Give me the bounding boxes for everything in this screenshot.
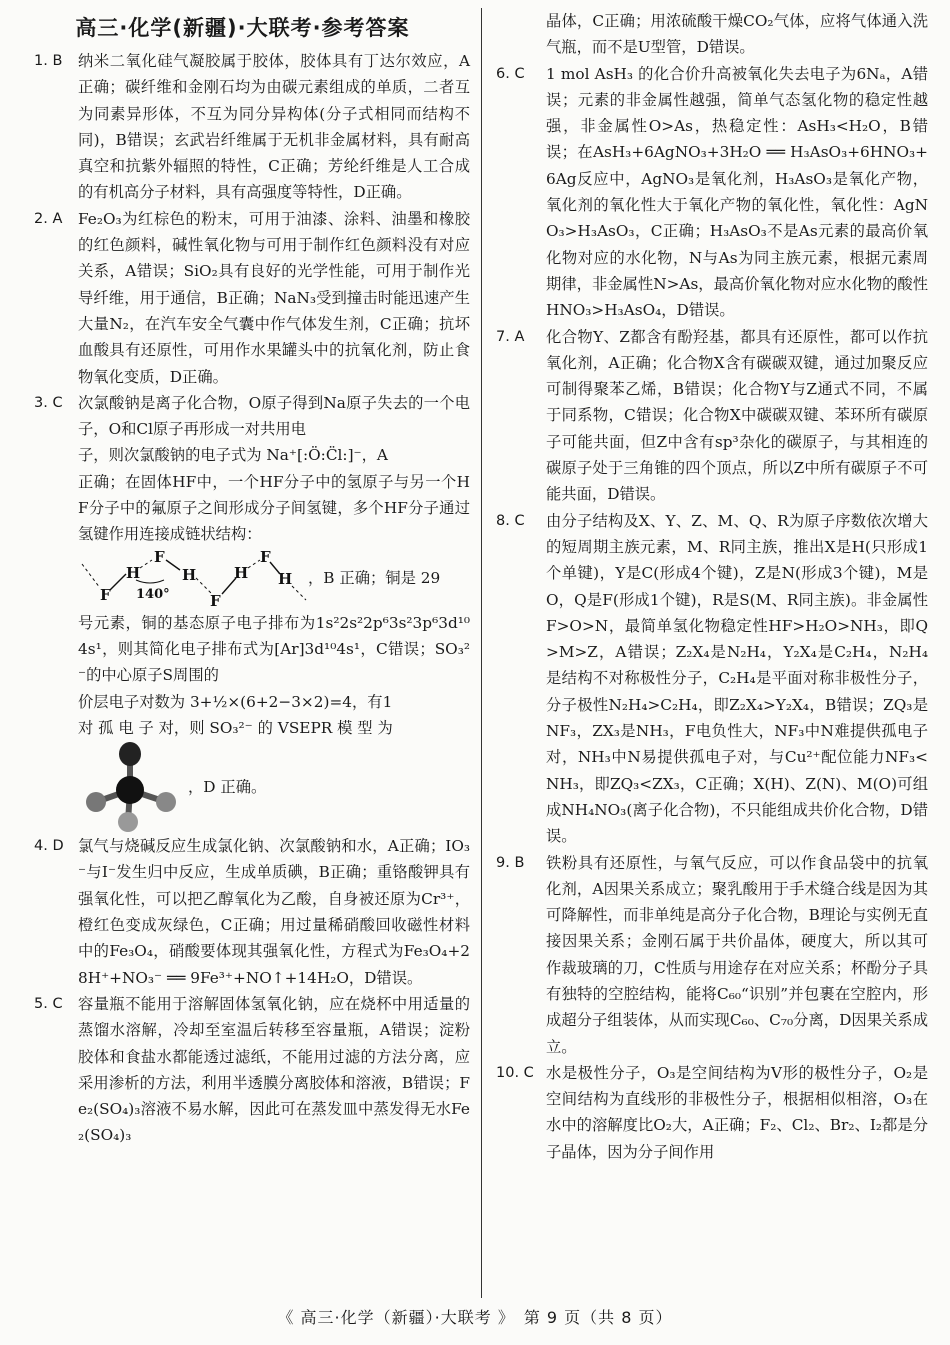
vsepr-model-line: [34, 741, 470, 833]
answer-label: 3. C: [34, 394, 63, 411]
answer-text: 化合物Y、Z都含有酚羟基，都具有还原性，都可以作抗氧化剂，A正确；化合物X含有碳碳双键，通过加聚反应可制得聚苯乙烯，B错误；化合物Y与Z通式不同，不属于同系物，C错误；化合物X中碳碳双键、苯环所有碳原子可能共面，但Z中含有sp³杂化的碳原子，与其相连的碳原子处于三角锥的四个顶点，所以Z中所有碳原子不可能共面，D错误。: [546, 327, 928, 504]
answer-label: 2. A: [34, 210, 63, 227]
answer-7: [496, 324, 928, 508]
answer-4: [34, 833, 470, 991]
answer-label: 6. C: [496, 65, 525, 82]
svg-text:H: H: [278, 569, 293, 588]
answer-label: 4. D: [34, 838, 64, 855]
answer-label: 1. B: [34, 53, 63, 69]
answer-text: 正确；在固体HF中，一个HF分子中的氢原子与另一个HF分子中的氟原子之间形成分子间氢键，多个HF分子通过氢键作用连接成链状结构：: [78, 472, 470, 544]
left-column: [34, 48, 470, 1149]
answer-text: 水是极性分子，O₃是空间结构为V形的极性分子，O₂是空间结构为直线形的非极性分子，根据相似相溶，O₃在水中的溶解度比O₂大，A正确；F₂、Cl₂、Br₂、I₂都是分子晶体，因为分子间作用: [546, 1063, 928, 1161]
answer-label: 10. C: [496, 1064, 534, 1081]
svg-text:H: H: [126, 563, 141, 582]
answer-label: 5. C: [34, 995, 63, 1012]
answer-2: [34, 206, 470, 390]
column-divider: [481, 8, 482, 1298]
svg-text:F: F: [260, 549, 271, 566]
answer-8: [496, 508, 928, 850]
answer-text: 价层电子对数为 3+½×(6+2−3×2)=4，有1: [78, 692, 393, 711]
answer-text: ，D 正确。: [188, 777, 267, 796]
answer-label: 7. A: [496, 328, 525, 345]
answer-6: [496, 61, 928, 324]
answer-label: 8. C: [496, 512, 525, 529]
bond-angle-label: 140°: [136, 586, 170, 602]
answer-text: Fe₂O₃为红棕色的粉末，可用于油漆、涂料、油墨和橡胶的红色颜料，碱性氧化物与可用于制作红色颜料没有对应关系，A错误；SiO₂具有良好的光学性能，可用于制作光导纤维，用于通信，B正确；NaN₃受到撞击时能迅速产生大量N₂，在汽车安全气囊中作气体发生剂，C正确；抗坏血酸具有还原性，可用作水果罐头中的抗氧化剂，防止食物氧化变质，D正确。: [78, 209, 470, 386]
answer-text: 号元素，铜的基态原子电子排布为1s²2s²2p⁶3s²3p⁶3d¹⁰4s¹，则其简化电子排布式为[Ar]3d¹⁰4s¹，C错误；SO₃²⁻的中心原子S周围的: [78, 613, 470, 685]
svg-text:F: F: [210, 591, 221, 608]
svg-text:F: F: [154, 549, 165, 566]
answer-text: ，B 正确；铜是 29: [308, 569, 441, 588]
answer-text: 1 mol AsH₃ 的化合价升高被氧化失去电子为6Nₐ，A错误；元素的非金属性越强，简单气态氢化物的稳定性越强，非金属性O>As，热稳定性：AsH₃<H₂O，B错误；在AsH₃+6AgNO₃+3H₂O ══ H₃AsO₃+6HNO₃+6Ag反应中，AgNO₃是氧化剂，H₃AsO₃是氧化产物，氧化剂的氧化性大于氧化产物的氧化性，氧化性：AgNO₃>H₃AsO₃，C正确；H₃AsO₃不是As元素的最高价氧化物对应的水化物，N与As为同主族元素，根据元素周期律，非金属性N>As，最高价氧化物对应水化物的酸性HNO₃>H₃AsO₄，D错误。: [546, 64, 928, 320]
answer-label: 9. B: [496, 854, 525, 871]
answer-text: 次氯酸钠是离子化合物，O原子得到Na原子失去的一个电子，O和Cl原子再形成一对共用电: [78, 393, 470, 439]
answer-5-continued: 晶体，C正确；用浓硫酸干燥CO₂气体，应将气体通入洗气瓶，而不是U型管，D错误。: [546, 12, 928, 57]
answer-text: 对 孤 电 子 对，则 SO₃²⁻ 的 VSEPR 模 型 为: [78, 718, 393, 737]
answer-10: [496, 1060, 928, 1165]
svg-text:F: F: [100, 585, 111, 604]
answer-3: [34, 390, 470, 833]
right-column: [496, 8, 928, 1165]
svg-text:H: H: [182, 565, 197, 584]
answer-1: [34, 48, 470, 206]
page-footer: 《 高三·化学（新疆）·大联考 》 第 9 页（共 8 页）: [277, 1308, 673, 1327]
answer-text: 氯气与烧碱反应生成氯化钠、次氯酸钠和水，A正确；IO₃⁻与I⁻发生归中反应，生成单质碘，B正确；重铬酸钾具有强氧化性，可以把乙醇氧化为乙酸，自身被还原为Cr³⁺，橙红色变成灰绿色，C正确；用过量稀硝酸回收磁性材料中的Fe₃O₄，硝酸要体现其强氧化性，方程式为Fe₃O₄+28H⁺+NO₃⁻ ══ 9Fe³⁺+NO↑+14H₂O，D错误。: [78, 837, 470, 987]
hf-hydrogen-bond-chain-diagram: [78, 550, 308, 608]
page-title: 高三·化学(新疆)·大联考·参考答案: [75, 16, 410, 40]
hf-chain-line: [34, 548, 470, 610]
answer-text: 铁粉具有还原性，与氧气反应，可以作食品袋中的抗氧化剂，A因果关系成立；聚乳酸用于手术缝合线是因为其可降解性，而非单纯是高分子化合物，B理论与实例无直接因果关系；金刚石属于共价晶体，硬度大，所以其可作裁玻璃的刀，C性质与用途存在对应关系；杯酚分子具有独特的空腔结构，能将C₆₀“识别”并包裹在空腔内，形成超分子组装体，从而实现C₆₀、C₇₀分离，D因果关系成立。: [546, 853, 928, 1056]
answer-9: [496, 850, 928, 1060]
answer-text: 容量瓶不能用于溶解固体氢氧化钠，应在烧杯中用适量的蒸馏水溶解，冷却至室温后转移至容量瓶，A错误；淀粉胶体和食盐水都能透过滤纸，不能用过滤的方法分离，应采用渗析的方法，利用半透膜分离胶体和溶液，B错误；Fe₂(SO₄)₃溶液不易水解，因此可在蒸发皿中蒸发得无水Fe₂(SO₄)₃: [78, 994, 470, 1145]
electron-formula-line: 子，则次氯酸钠的电子式为 Na⁺[:Ö:C̈l:]⁻，A: [78, 446, 388, 465]
answer-5: [34, 991, 470, 1149]
svg-text:H: H: [234, 563, 249, 582]
vsepr-tetrahedral-model: [78, 742, 188, 832]
answer-text: 纳米二氧化硅气凝胶属于胶体，胶体具有丁达尔效应，A正确；碳纤维和金刚石均为由碳元素组成的单质，二者互为同素异形体，不互为同分异构体(分子式相同而结构不同)，B错误；玄武岩纤维属于无机非金属材料，具有耐高真空和抗紫外辐照的特性，C正确；芳纶纤维是人工合成的有机高分子材料，具有高强度等特性，D正确。: [78, 52, 470, 202]
answer-text: 由分子结构及X、Y、Z、M、Q、R为原子序数依次增大的短周期主族元素，M、R同主族，推出X是H(只形成1个单键)，Y是C(形成4个键)，Z是N(形成3个键)，M是O，Q是F(形成1个键)，R是S(M、R同主族)。非金属性F>O>N，最简单氢化物稳定性HF>H₂O>NH₃，即Q>M>Z，A错误；Z₂X₄是N₂H₄，Y₂X₄是C₂H₄，N₂H₄是结构不对称极性分子，C₂H₄是平面对称非极性分子，分子极性N₂H₄>C₂H₄，即Z₂X₄>Y₂X₄，B错误；ZQ₃是NF₃，ZX₃是NH₃，F电负性大，NF₃中N难提供孤电子对，NH₃中N易提供孤电子对，与Cu²⁺配位能力NF₃<NH₃，即ZQ₃<ZX₃，C正确；X(H)、Z(N)、M(O)可组成NH₄NO₃(离子化合物)，不只能组成共价化合物，D错误。: [546, 511, 928, 846]
